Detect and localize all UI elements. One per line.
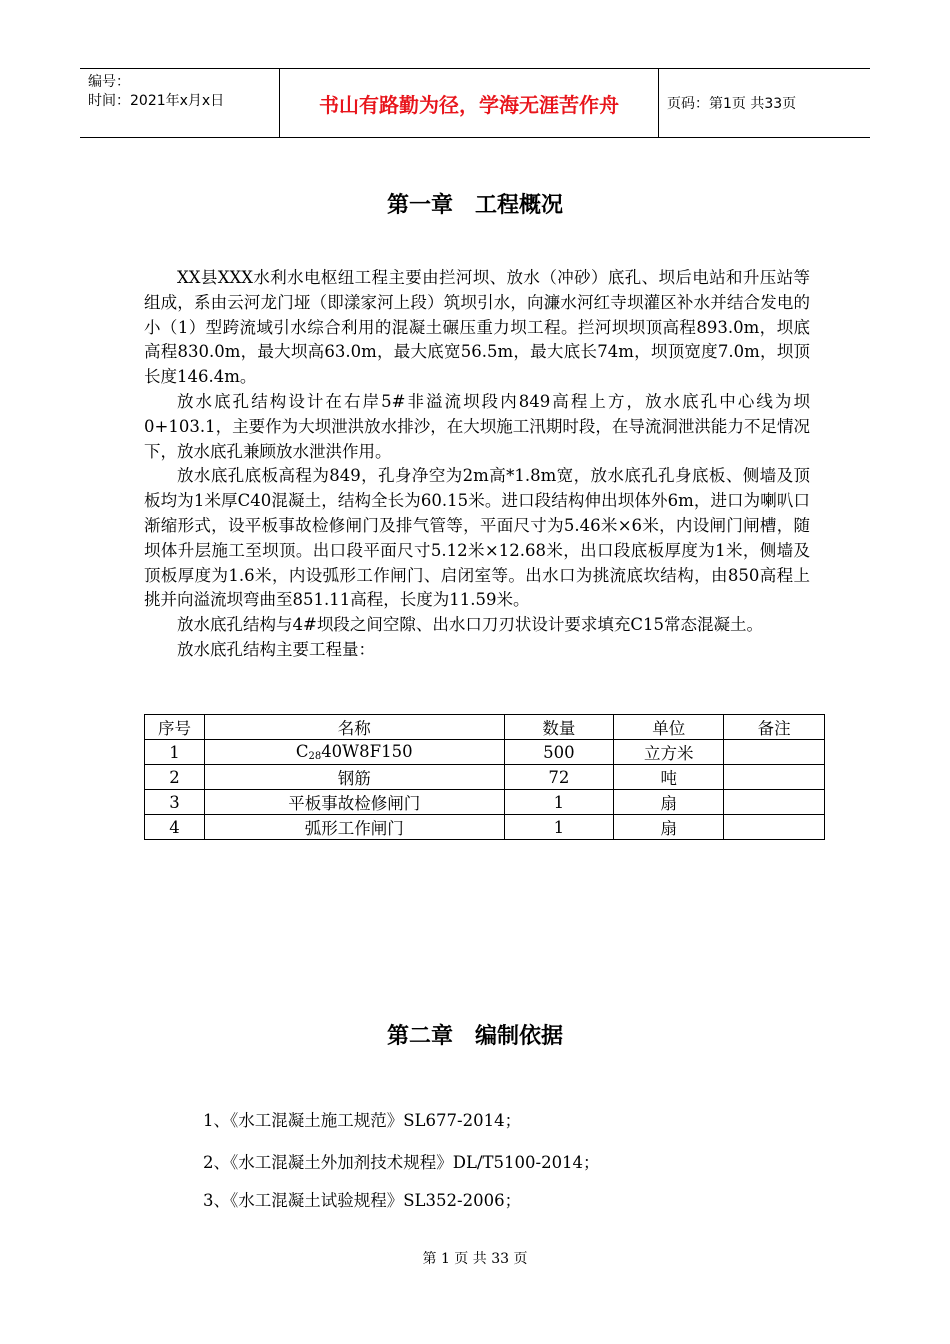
col-header: 名称 [204,715,504,740]
table-row [145,740,825,765]
header-page-info: 页码：第1页 共33页 [667,96,797,112]
cell-note [724,765,825,790]
paragraph: 放水底孔结构主要工程量： [177,639,375,659]
cell-qty: 1 [504,815,614,840]
cell-qty: 500 [504,740,614,765]
table-row [145,765,825,790]
page-footer: 第 1 页 共 33 页 [422,1251,528,1267]
table-header-row [145,715,825,740]
cell-unit: 扇 [614,790,724,815]
reference-item: 3、《水工混凝土试验规程》SL352-2006； [203,1191,522,1210]
cell-name: 平板事故检修闸门 [204,790,504,815]
quantity-table [144,714,825,840]
col-header: 序号 [145,715,205,740]
cell-no: 1 [145,740,205,765]
cell-note [724,790,825,815]
cell-no: 2 [145,765,205,790]
header-time: 时间：2021年x月x日 [88,93,225,109]
cell-no: 3 [145,790,205,815]
reference-item: 1、《水工混凝土施工规范》SL677-2014； [203,1111,522,1130]
cell-unit: 吨 [614,765,724,790]
cell-name: $C_{28}40W8F150$ [204,740,504,765]
paragraph: 放水底孔结构与4#坝段之间空隙、出水口刀刃状设计要求填充C15常态混凝土。 [177,615,763,635]
paragraph: 放水底孔结构设计在右岸5#非溢流坝段内849高程上方，放水底孔中心线为坝0+103.1，主要作为大坝泄洪放水排沙，在大坝施工汛期时段，在导流洞泄洪能力不足情况下，放水底孔兼顾放水泄洪作用。 [144,391,810,461]
table-row [145,815,825,840]
cell-name: 弧形工作闸门 [204,815,504,840]
cell-qty: 72 [504,765,614,790]
cell-qty: 1 [504,790,614,815]
paragraph: 放水底孔底板高程为849，孔身净空为2m高*1.8m宽，放水底孔孔身底板、侧墙及顶板均为1米厚C40混凝土，结构全长为60.15米。进口段结构伸出坝体外6m，进口为喇叭口渐缩形式，设平板事故检修闸门及排气管等，平面尺寸为5.46米×6米，内设闸门闸槽，随坝体升层施工至坝顶。出口段平面尺寸5.12米×12.68米，出口段底板厚度为1米，侧墙及顶板厚度为1.6米，内设弧形工作闸门、启闭室等。出水口为挑流底坎结构，由850高程上挑并向溢流坝弯曲至851.11高程，长度为11.59米。 [144,466,810,610]
cell-unit: 扇 [614,815,724,840]
page-header [80,68,870,138]
chapter2-title: 第二章 编制依据 [386,1024,563,1049]
table-row [145,790,825,815]
header-motto: 书山有路勤为径，学海无涯苦作舟 [280,69,659,137]
paragraph: XX县XXX水利水电枢纽工程主要由拦河坝、放水（冲砂）底孔、坝后电站和升压站等组成，系由云河龙门垭（即漾家河上段）筑坝引水，向濂水河红寺坝灌区补水并结合发电的小（1）型跨流域引水综合利用的混凝土碾压重力坝工程。拦河坝坝顶高程893.0m，坝底高程830.0m，最大坝高63.0m，最大底宽56.5m，最大底长74m，坝顶宽度7.0m，坝顶长度146.4m。 [144,268,810,387]
header-meta [80,69,280,137]
col-header: 备注 [724,715,825,740]
col-header: 单位 [614,715,724,740]
cell-unit: 立方米 [614,740,724,765]
chapter1-title: 第一章 工程概况 [386,193,563,218]
chapter1-body [144,266,810,663]
cell-no: 4 [145,815,205,840]
col-header: 数量 [504,715,614,740]
cell-name: 钢筋 [204,765,504,790]
cell-note [724,815,825,840]
cell-note [724,740,825,765]
header-number: 编号： [88,74,130,90]
reference-item: 2、《水工混凝土外加剂技术规程》DL/T5100-2014； [203,1153,600,1172]
